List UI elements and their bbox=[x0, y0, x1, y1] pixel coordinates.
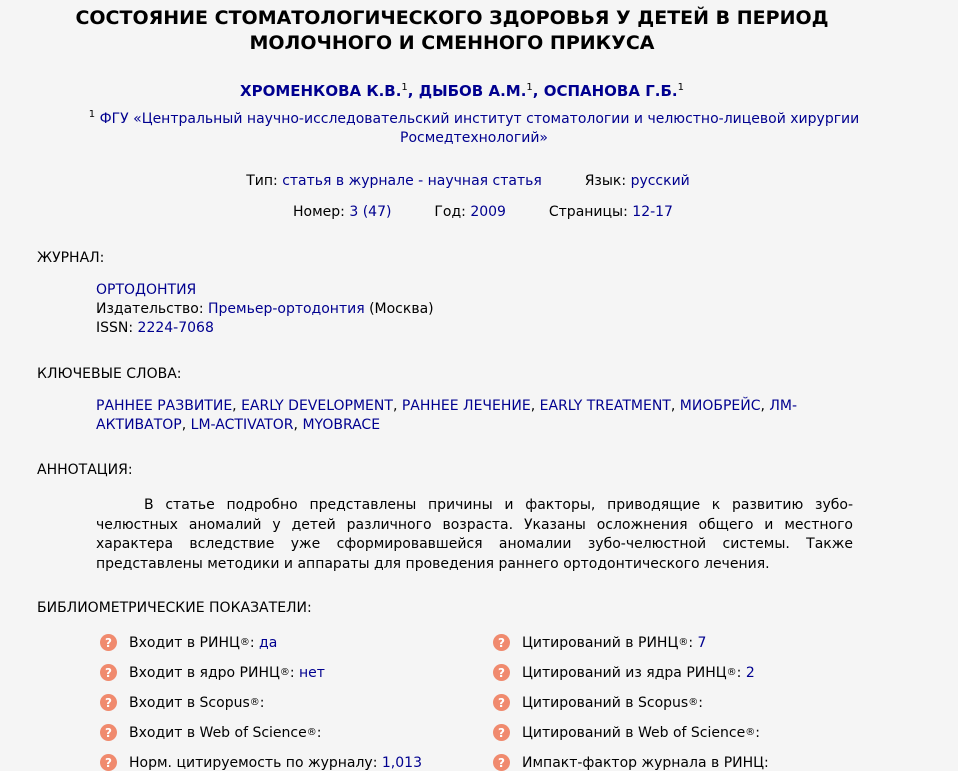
issue-link[interactable]: 3 (47) bbox=[349, 204, 392, 220]
question-circle-icon[interactable]: ? bbox=[493, 664, 510, 681]
question-circle-icon[interactable]: ? bbox=[493, 724, 510, 741]
metric-norm-citation: ? Норм. цитируемость по журналу : 1,013 bbox=[100, 754, 422, 771]
metric-citations-rinc-core: ? Цитирований из ядра РИНЦ ® : 2 bbox=[493, 664, 755, 681]
issn-link[interactable]: 2224-7068 bbox=[137, 320, 214, 336]
registered-mark: ® bbox=[239, 637, 250, 648]
keyword-link[interactable]: РАННЕЕ РАЗВИТИЕ bbox=[96, 398, 233, 414]
registered-mark: ® bbox=[279, 667, 290, 678]
registered-mark: ® bbox=[306, 727, 317, 738]
question-circle-icon[interactable]: ? bbox=[100, 724, 117, 741]
keyword-link[interactable]: EARLY TREATMENT bbox=[539, 398, 671, 414]
metric-citations-wos: ? Цитирований в Web of Science ® : bbox=[493, 724, 760, 741]
article-title bbox=[0, 6, 904, 56]
publisher-link[interactable]: Премьер-ортодонтия bbox=[207, 301, 365, 317]
year-link[interactable]: 2009 bbox=[470, 204, 506, 220]
author-list: ХРОМЕНКОВА К.В.$^1$, ДЫБОВ А.М.$^1$, ОСПАНОВА Г.Б.$^1$ bbox=[240, 82, 684, 100]
journal-heading: ЖУРНАЛ: bbox=[37, 250, 105, 266]
language-link[interactable]: русский bbox=[630, 173, 690, 189]
registered-mark: ® bbox=[678, 637, 689, 648]
affiliation bbox=[80, 105, 868, 148]
registered-mark: ® bbox=[688, 697, 699, 708]
metric-in-wos: ? Входит в Web of Science ® : bbox=[100, 724, 321, 741]
author-link-1[interactable]: ХРОМЕНКОВА К.В. bbox=[240, 82, 402, 100]
type-link[interactable]: статья в журнале - научная статья bbox=[282, 173, 542, 189]
meta-row-type-language bbox=[0, 173, 936, 189]
issue-label: Номер: bbox=[293, 204, 345, 220]
journal-info bbox=[96, 281, 856, 338]
metric-in-scopus: ? Входит в Scopus ® : bbox=[100, 694, 264, 711]
question-circle-icon[interactable]: ? bbox=[493, 694, 510, 711]
metric-label: Входит в РИНЦ bbox=[129, 634, 240, 651]
keyword-link[interactable]: ЛМ-АКТИВАТОР bbox=[96, 398, 798, 433]
question-circle-icon[interactable]: ? bbox=[100, 634, 117, 651]
abstract-heading: АННОТАЦИЯ: bbox=[37, 462, 133, 478]
keyword-link[interactable]: LM-ACTIVATOR bbox=[190, 417, 294, 433]
metric-label: Цитирований в РИНЦ bbox=[522, 634, 679, 651]
title-line-2: МОЛОЧНОГО И СМЕННОГО ПРИКУСА bbox=[249, 32, 655, 54]
metric-in-rinc-core: ? Входит в ядро РИНЦ ® : нет bbox=[100, 664, 325, 681]
metric-value-link[interactable]: 7 bbox=[697, 634, 707, 651]
metric-citations-rinc: ? Цитирований в РИНЦ ® : 7 bbox=[493, 634, 706, 651]
affiliation-mark: 1 bbox=[88, 109, 96, 120]
metric-impact-factor: ? Импакт-фактор журнала в РИНЦ : bbox=[493, 754, 769, 771]
registered-mark: ® bbox=[249, 697, 260, 708]
keyword-link[interactable]: MYOBRACE bbox=[302, 417, 381, 433]
publisher-city: (Москва) bbox=[369, 301, 434, 317]
author-link-3[interactable]: ОСПАНОВА Г.Б. bbox=[543, 82, 678, 100]
registered-mark: ® bbox=[745, 727, 756, 738]
metric-in-rinc: ? Входит в РИНЦ ® : да bbox=[100, 634, 277, 651]
title-line-1: СОСТОЯНИЕ СТОМАТОЛОГИЧЕСКОГО ЗДОРОВЬЯ У ДЕТЕЙ В ПЕРИОД bbox=[75, 7, 829, 29]
registered-mark: ® bbox=[726, 667, 737, 678]
metric-value-link[interactable]: 2 bbox=[745, 664, 755, 681]
question-circle-icon[interactable]: ? bbox=[100, 694, 117, 711]
pages-label: Страницы: bbox=[548, 204, 628, 220]
language-label: Язык: bbox=[584, 173, 627, 189]
keywords-list: РАННЕЕ РАЗВИТИЕ, EARLY DEVELOPMENT, РАННЕЕ ЛЕЧЕНИЕ, EARLY TREATMENT, МИОБРЕЙС, ЛМ-АКТИВАТОР, LM-ACTIVATOR, MYOBRACE bbox=[96, 398, 798, 433]
metric-value-link[interactable]: да bbox=[259, 634, 278, 651]
issn-label: ISSN: bbox=[96, 320, 134, 336]
keywords-heading: КЛЮЧЕВЫЕ СЛОВА: bbox=[37, 366, 182, 382]
metric-label: Импакт-фактор журнала в РИНЦ bbox=[522, 754, 764, 771]
author-affiliation-mark: 1 bbox=[526, 82, 533, 93]
meta-row-issue-year-pages bbox=[0, 204, 958, 220]
question-circle-icon[interactable]: ? bbox=[493, 634, 510, 651]
biblio-heading: БИБЛИОМЕТРИЧЕСКИЕ ПОКАЗАТЕЛИ: bbox=[37, 600, 312, 616]
affiliation-link[interactable]: ФГУ «Центральный научно-исследовательский институт стоматологии и челюстно-лицевой хирургии Росмедтехнологий» bbox=[99, 111, 860, 146]
pages-link[interactable]: 12-17 bbox=[632, 204, 673, 220]
metric-value-link[interactable]: нет bbox=[299, 664, 325, 681]
metric-label: Цитирований из ядра РИНЦ bbox=[522, 664, 727, 681]
metric-citations-scopus: ? Цитирований в Scopus ® : bbox=[493, 694, 703, 711]
metric-label: Входит в Scopus bbox=[129, 694, 250, 711]
keyword-link[interactable]: МИОБРЕЙС bbox=[679, 398, 761, 414]
question-circle-icon[interactable]: ? bbox=[493, 754, 510, 771]
metric-value-link[interactable]: 1,013 bbox=[381, 754, 422, 771]
metric-label: Входит в Web of Science bbox=[129, 724, 307, 741]
publisher-label: Издательство: bbox=[96, 301, 204, 317]
year-label: Год: bbox=[434, 204, 466, 220]
question-circle-icon[interactable]: ? bbox=[100, 664, 117, 681]
abstract-text: В статье подробно представлены причины и факторы, приводящие к развитию зубо-челюстных аномалий у детей различного возраста. Указаны осложнения общего и местного характера вследствие уже сформировавшейся аномалии зубо-челюстной системы. Также представлены методики и аппараты для проведения раннего ортодонтического лечения. bbox=[96, 497, 853, 572]
type-label: Тип: bbox=[246, 173, 278, 189]
metric-label: Цитирований в Web of Science bbox=[522, 724, 746, 741]
question-circle-icon[interactable]: ? bbox=[100, 754, 117, 771]
metric-label: Входит в ядро РИНЦ bbox=[129, 664, 280, 681]
metric-label: Норм. цитируемость по журналу bbox=[129, 754, 373, 771]
metric-label: Цитирований в Scopus bbox=[522, 694, 689, 711]
author-link-2[interactable]: ДЫБОВ А.М. bbox=[418, 82, 527, 100]
keyword-link[interactable]: РАННЕЕ ЛЕЧЕНИЕ bbox=[401, 398, 531, 414]
keyword-link[interactable]: EARLY DEVELOPMENT bbox=[241, 398, 393, 414]
author-affiliation-mark: 1 bbox=[677, 82, 684, 93]
journal-name-link[interactable]: ОРТОДОНТИЯ bbox=[96, 282, 197, 298]
author-affiliation-mark: 1 bbox=[401, 82, 408, 93]
